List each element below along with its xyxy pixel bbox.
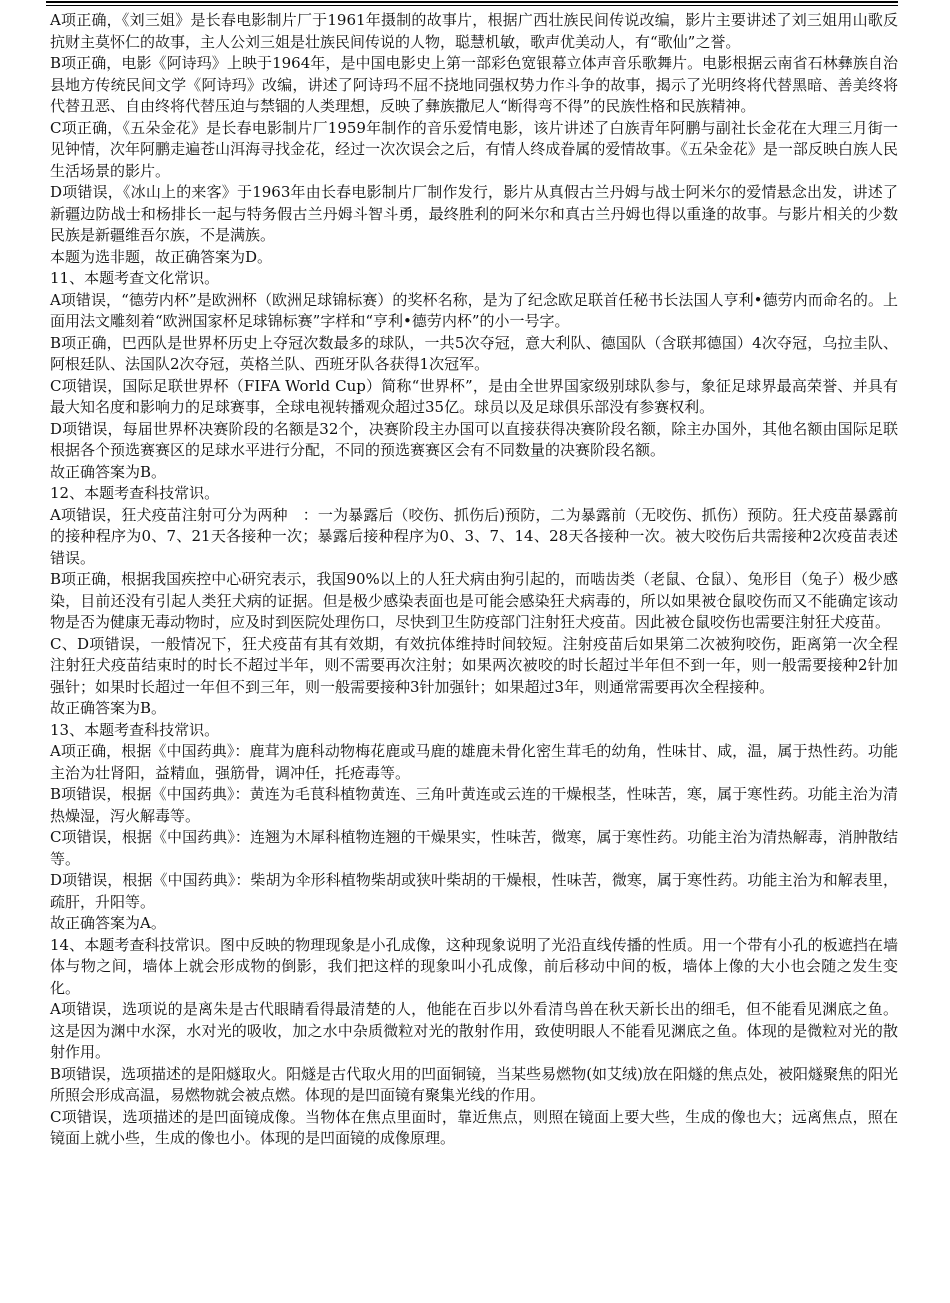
q13-option-b: B项错误，根据《中国药典》：黄连为毛茛科植物黄连、三角叶黄连或云连的干燥根茎，性味苦，寒，属于寒性药。功能主治为清热燥湿，泻火解毒等。 [50,785,898,825]
q13-option-a: A项正确，根据《中国药典》：鹿茸为鹿科动物梅花鹿或马鹿的雄鹿未骨化密生茸毛的幼角，性味甘、咸，温，属于热性药。功能主治为壮肾阳，益精血，强筋骨，调冲任，托疮毒等。 [50,742,898,782]
q11-option-d: D项错误，每届世界杯决赛阶段的名额是32个，决赛阶段主办国可以直接获得决赛阶段名额，除主办国外，其他名额由国际足联根据各个预选赛赛区的足球水平进行分配，不同的预选赛赛区会有不同数量的决赛阶段名额。 [50,419,898,459]
answer-explanations [50,10,898,1150]
q11-option-a: A项错误，“德劳内杯”是欧洲杯（欧洲足球锦标赛）的奖杯名称，是为了纪念欧足联首任秘书长法国人亨利•德劳内而命名的。上面用法文雕刻着“欧洲国家杯足球锦标赛”字样和“亨利•德劳内杯”的小一号字。 [50,290,898,330]
q14-option-b: B项错误，选项描述的是阳燧取火。阳燧是古代取火用的凹面铜镜，当某些易燃物(如艾绒)放在阳燧的焦点处，被阳燧聚焦的阳光所照会形成高温，易燃物就会被点燃。体现的是凹面镜有聚集光线的作用。 [50,1064,898,1104]
q12-answer: 故正确答案为B。 [50,699,167,717]
q12-option-b: B项正确，根据我国疾控中心研究表示，我国90%以上的人狂犬病由狗引起的，而啮齿类（老鼠、仓鼠）、兔形目（兔子）极少感染，目前还没有引起人类狂犬病的证据。但是极少感染表面也是可能会感染狂犬病毒的，所以如果被仓鼠咬伤而又不能确定该动物是否为健康无毒动物时，应及时到医院处理伤口，尽快到卫生防疫部门注射狂犬疫苗。因此被仓鼠咬伤也需要注射狂犬疫苗。 [50,570,898,631]
q11-option-b: B项正确，巴西队是世界杯历史上夺冠次数最多的球队，一共5次夺冠，意大利队、德国队（含联邦德国）4次夺冠，乌拉圭队、阿根廷队、法国队2次夺冠，英格兰队、西班牙队各获得1次冠军。 [50,333,898,373]
q12-option-a: A项错误，狂犬疫苗注射可分为两种 ：一为暴露后（咬伤、抓伤后)预防，二为暴露前（无咬伤、抓伤）预防。狂犬疫苗暴露前的接种程序为0、7、21天各接种一次；暴露后接种程序为0、3、7、14、28天各接种一次。被大咬伤后共需接种2次疫苗表述错误。 [50,505,898,567]
q14-option-c: C项错误，选项描述的是凹面镜成像。当物体在焦点里面时，靠近焦点，则照在镜面上要大些，生成的像也大；远离焦点，照在镜面上就小些，生成的像也小。体现的是凹面镜的成像原理。 [50,1107,898,1147]
q13-option-d: D项错误，根据《中国药典》：柴胡为伞形科植物柴胡或狭叶柴胡的干燥根，性味苦，微寒，属于寒性药。功能主治为和解表里，疏肝，升阳等。 [50,871,898,911]
q12-option-cd: C、D项错误，一般情况下，狂犬疫苗有其有效期，有效抗体维持时间较短。注射疫苗后如果第二次被狗咬伤，距离第一次全程注射狂犬疫苗结束时的时长不超过半年，则不需要再次注射；如果两次被咬的时长超过半年但不到一年，则一般需要接种2针加强针；如果时长超过一年但不到三年，则一般需要接种3针加强针；如果超过3年，则通常需要再次全程接种。 [50,634,898,696]
q14-heading: 14、本题考查科技常识。图中反映的物理现象是小孔成像，这种现象说明了光沿直线传播的性质。用一个带有小孔的板遮挡在墙体与物之间，墙体上就会形成物的倒影，我们把这样的现象叫小孔成像，前后移动中间的板，墙体上像的大小也会随之发生变化。 [50,935,898,997]
q11-answer: 故正确答案为B。 [50,462,167,481]
q10-answer: 本题为选非题，故正确答案为D。 [50,247,273,266]
q14-option-a: A项错误，选项说的是离朱是古代眼睛看得最清楚的人，他能在百步以外看清鸟兽在秋天新长出的细毛，但不能看见渊底之鱼。这是因为渊中水深，水对光的吸收，加之水中杂质微粒对光的散射作用，致使明眼人不能看见渊底之鱼。体现的是微粒对光的散射作用。 [50,1000,898,1061]
q10-option-d: D项错误，《冰山上的来客》于1963年由长春电影制片厂制作发行，影片从真假古兰丹姆与战士阿米尔的爱情悬念出发，讲述了新疆边防战士和杨排长一起与特务假古兰丹姆斗智斗勇，最终胜利的阿米尔和真古兰丹姆也得以重逢的故事。与影片相关的少数民族是新疆维吾尔族，不是满族。 [50,183,898,244]
q13-heading: 13、本题考查科技常识。 [50,720,220,739]
top-rule [46,1,898,3]
q11-heading: 11、本题考查文化常识。 [50,269,220,287]
q13-option-c: C项错误，根据《中国药典》：连翘为木犀科植物连翘的干燥果实，性味苦，微寒，属于寒性药。功能主治为清热解毒，消肿散结等。 [50,828,898,868]
q11-option-c: C项错误，国际足联世界杯（FIFA World Cup）简称“世界杯”，是由全世界国家级别球队参与，象征足球界最高荣誉、并具有最大知名度和影响力的足球赛事，全球电视转播观众超过35亿。球员以及足球俱乐部没有参赛权利。 [50,376,898,416]
top-rule-thin [46,5,898,6]
q10-option-a: A项正确，《刘三姐》是长春电影制片厂于1961年摄制的故事片，根据广西壮族民间传说改编，影片主要讲述了刘三姐用山歌反抗财主莫怀仁的故事，主人公刘三姐是壮族民间传说的人物，聪慧机敏，歌声优美动人，有“歌仙”之誉。 [50,11,898,51]
q12-heading: 12、本题考查科技常识。 [50,484,220,502]
q10-option-b: B项正确，电影《阿诗玛》上映于1964年，是中国电影史上第一部彩色宽银幕立体声音乐歌舞片。电影根据云南省石林彝族自治县地方传统民间文学《阿诗玛》改编，讲述了阿诗玛不屈不挠地同强权势力作斗争的故事，揭示了光明终将代替黑暗、善美终将代替丑恶、自由终将代替压迫与禁锢的人类理想，反映了彝族撒尼人“断得弯不得”的民族性格和民族精神。 [50,54,898,115]
q10-option-c: C项正确，《五朵金花》是长春电影制片厂1959年制作的音乐爱情电影，该片讲述了白族青年阿鹏与副社长金花在大理三月街一见钟情，次年阿鹏走遍苍山洱海寻找金花，经过一次次误会之后，有情人终成眷属的爱情故事。《五朵金花》是一部反映白族人民生活场景的影片。 [50,118,898,180]
q13-answer: 故正确答案为A。 [50,914,166,932]
